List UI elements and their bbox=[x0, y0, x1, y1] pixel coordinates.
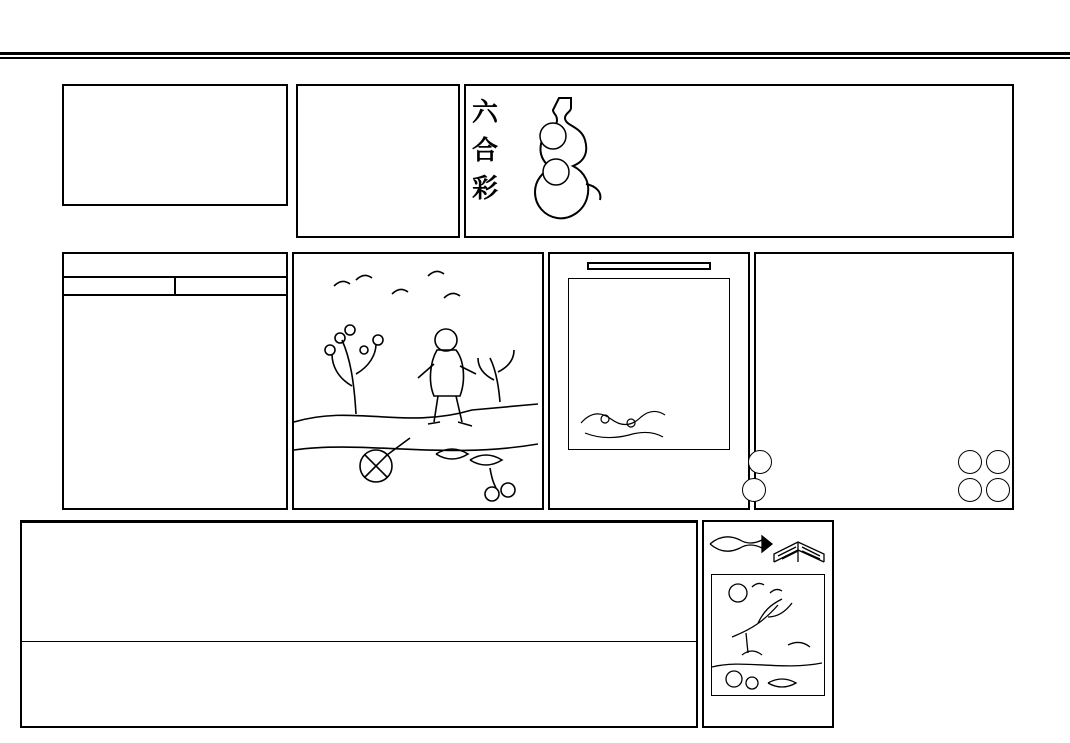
poem-ball-40 bbox=[742, 478, 766, 502]
bottom-illustration-box bbox=[702, 520, 834, 728]
poem-ball-10 bbox=[986, 450, 1010, 474]
header-rule bbox=[0, 52, 1070, 55]
illustration-panel bbox=[292, 252, 544, 510]
treasure-map-title bbox=[587, 262, 711, 270]
big-title-box bbox=[464, 84, 1014, 238]
poem-box bbox=[754, 252, 1014, 510]
hot-cold-table-box bbox=[62, 84, 288, 206]
poem-ball-30 bbox=[986, 478, 1010, 502]
treasure-map-box bbox=[548, 252, 750, 510]
bottom-scene-illustration bbox=[712, 575, 822, 693]
draw-attribute-parity bbox=[176, 278, 286, 294]
fish-book-icon bbox=[704, 522, 828, 570]
hot-cold-table-caption bbox=[64, 86, 286, 88]
treasure-sketch-icon bbox=[575, 389, 671, 445]
fortune-footer bbox=[298, 109, 458, 113]
draw-attributes bbox=[64, 278, 286, 294]
lottery-name-vertical: 六 合 彩 bbox=[472, 98, 499, 204]
fortune-header bbox=[298, 86, 458, 109]
treasure-map-inner bbox=[568, 278, 730, 450]
current-draw-title bbox=[64, 254, 286, 266]
divider-2 bbox=[64, 294, 286, 296]
poem-ball-20 bbox=[958, 450, 982, 474]
current-draw-box bbox=[62, 252, 288, 510]
header-rule-2 bbox=[0, 57, 1070, 59]
gourd-illustration bbox=[526, 92, 602, 224]
number-trend-chart bbox=[20, 520, 698, 728]
poem-columns bbox=[756, 258, 1012, 442]
poem-ball-37 bbox=[748, 450, 772, 474]
draw-attribute-size bbox=[64, 278, 174, 294]
banner-strip-top bbox=[20, 60, 1050, 76]
fortune-box bbox=[296, 84, 460, 238]
chart-plot-area bbox=[22, 522, 696, 642]
poem-ball-22 bbox=[958, 478, 982, 502]
